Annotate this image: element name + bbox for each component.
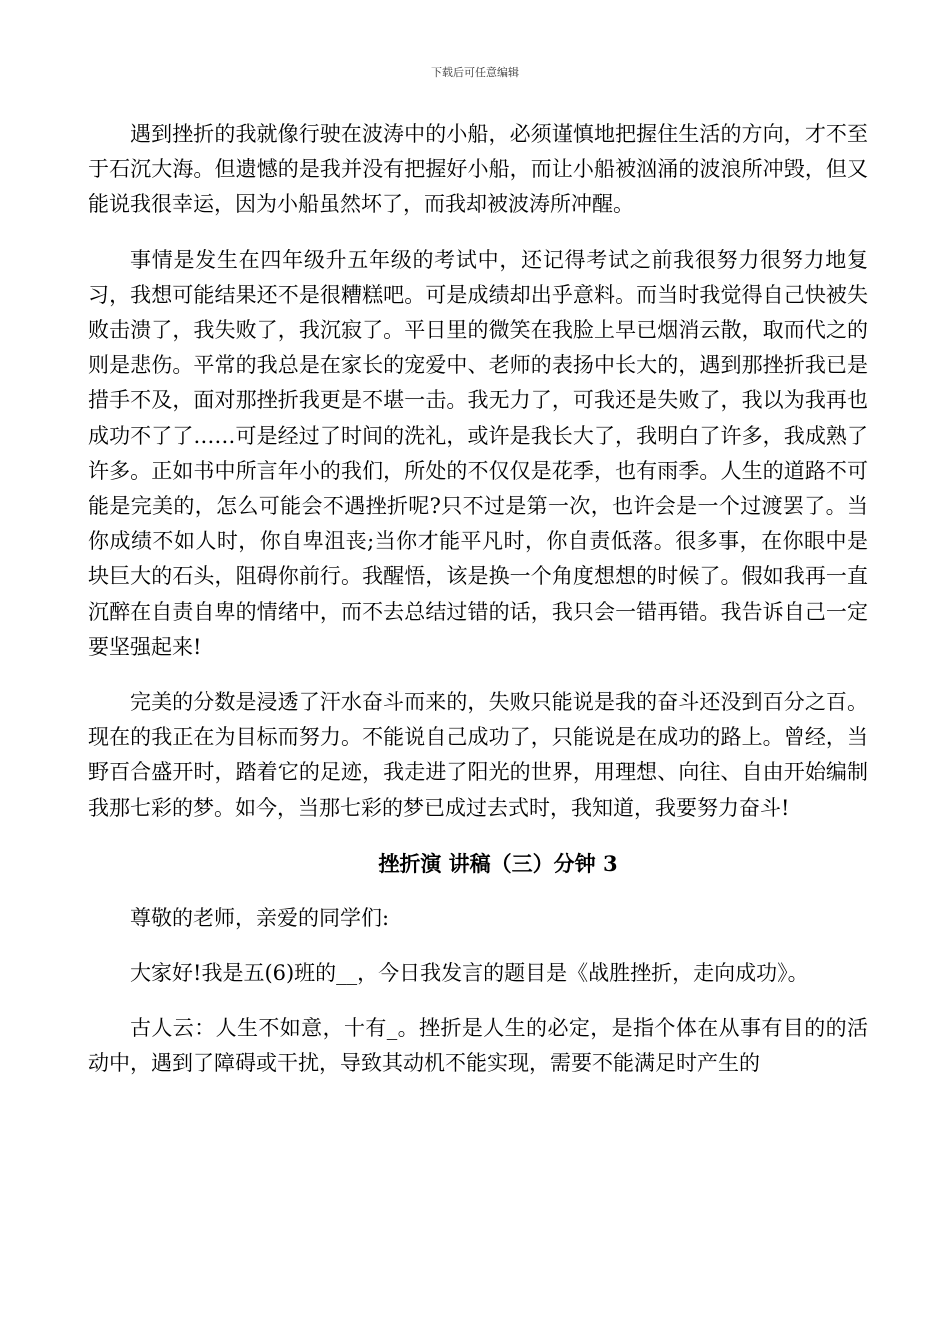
paragraph-ancient-saying: 古人云：人生不如意，十有_。挫折是人生的必定，是指个体在从事有目的的活动中，遇到了障碍或干扰，导致其动机不能实现，需要不能满足时产生的 bbox=[88, 1016, 868, 1076]
document-body bbox=[88, 117, 868, 1082]
paragraph-small-boat: 遇到挫折的我就像行驶在波涛中的小船，必须谨慎地把握住生活的方向，才不至于石沉大海。但遗憾的是我并没有把握好小船，而让小船被汹涌的波浪所冲毁，但又能说我很幸运，因为小船虽然坏了，而我却被波涛所冲醒。 bbox=[88, 122, 868, 217]
paragraph-perfect-score: 完美的分数是浸透了汗水奋斗而来的，失败只能说是我的奋斗还没到百分之百。现在的我正在为目标而努力。不能说自己成功了，只能说是在成功的路上。曾经，当野百合盛开时，踏着它的足迹，我走进了阳光的世界，用理想、向往、自由开始编制我那七彩的梦。如今，当那七彩的梦已成过去式时，我知道，我要努力奋斗! bbox=[88, 690, 868, 820]
greeting-line: 尊敬的老师，亲爱的同学们: bbox=[130, 905, 390, 930]
paragraph-gap bbox=[88, 826, 868, 846]
paragraph-exam-story: 事情是发生在四年级升五年级的考试中，还记得考试之前我很努力很努力地复习，我想可能结果还不是很糟糕吧。可是成绩却出乎意料。而当时我觉得自己快被失败击溃了，我失败了，我沉寂了。平日里的微笑在我脸上早已烟消云散，取而代之的则是悲伤。平常的我总是在家长的宠爱中、老师的表扬中长大的，遇到那挫折我已是措手不及，面对那挫折我更是不堪一击。我无力了，可我还是失败了，我以为我再也成功不了了……可是经过了时间的洗礼，或许是我长大了，我明白了许多，我成熟了许多。正如书中所言年小的我们，所处的不仅仅是花季，也有雨季。人生的道路不可能是完美的，怎么可能会不遇挫折呢?只不过是第一次，也许会是一个过渡罢了。当你成绩不如人时，你自卑沮丧;当你才能平凡时，你自责低落。很多事，在你眼中是块巨大的石头，阻碍你前行。我醒悟，该是换一个角度想想的时候了。假如我再一直沉醉在自责自卑的情绪中，而不去总结过错的话，我只会一错再错。我告诉自己一定要坚强起来! bbox=[88, 247, 868, 659]
section-title: 挫折演 讲稿（三）分钟 3 bbox=[378, 850, 618, 876]
paragraph-gap bbox=[88, 936, 868, 956]
paragraph-gap bbox=[88, 991, 868, 1011]
paragraph-gap bbox=[88, 223, 868, 243]
paragraph-gap bbox=[88, 881, 868, 901]
page-header-note: 下载后可任意编辑 bbox=[431, 66, 519, 79]
paragraph-gap bbox=[88, 665, 868, 685]
intro-line: 大家好!我是五(6)班的__，今日我发言的题目是《战胜挫折，走向成功》。 bbox=[130, 961, 809, 986]
